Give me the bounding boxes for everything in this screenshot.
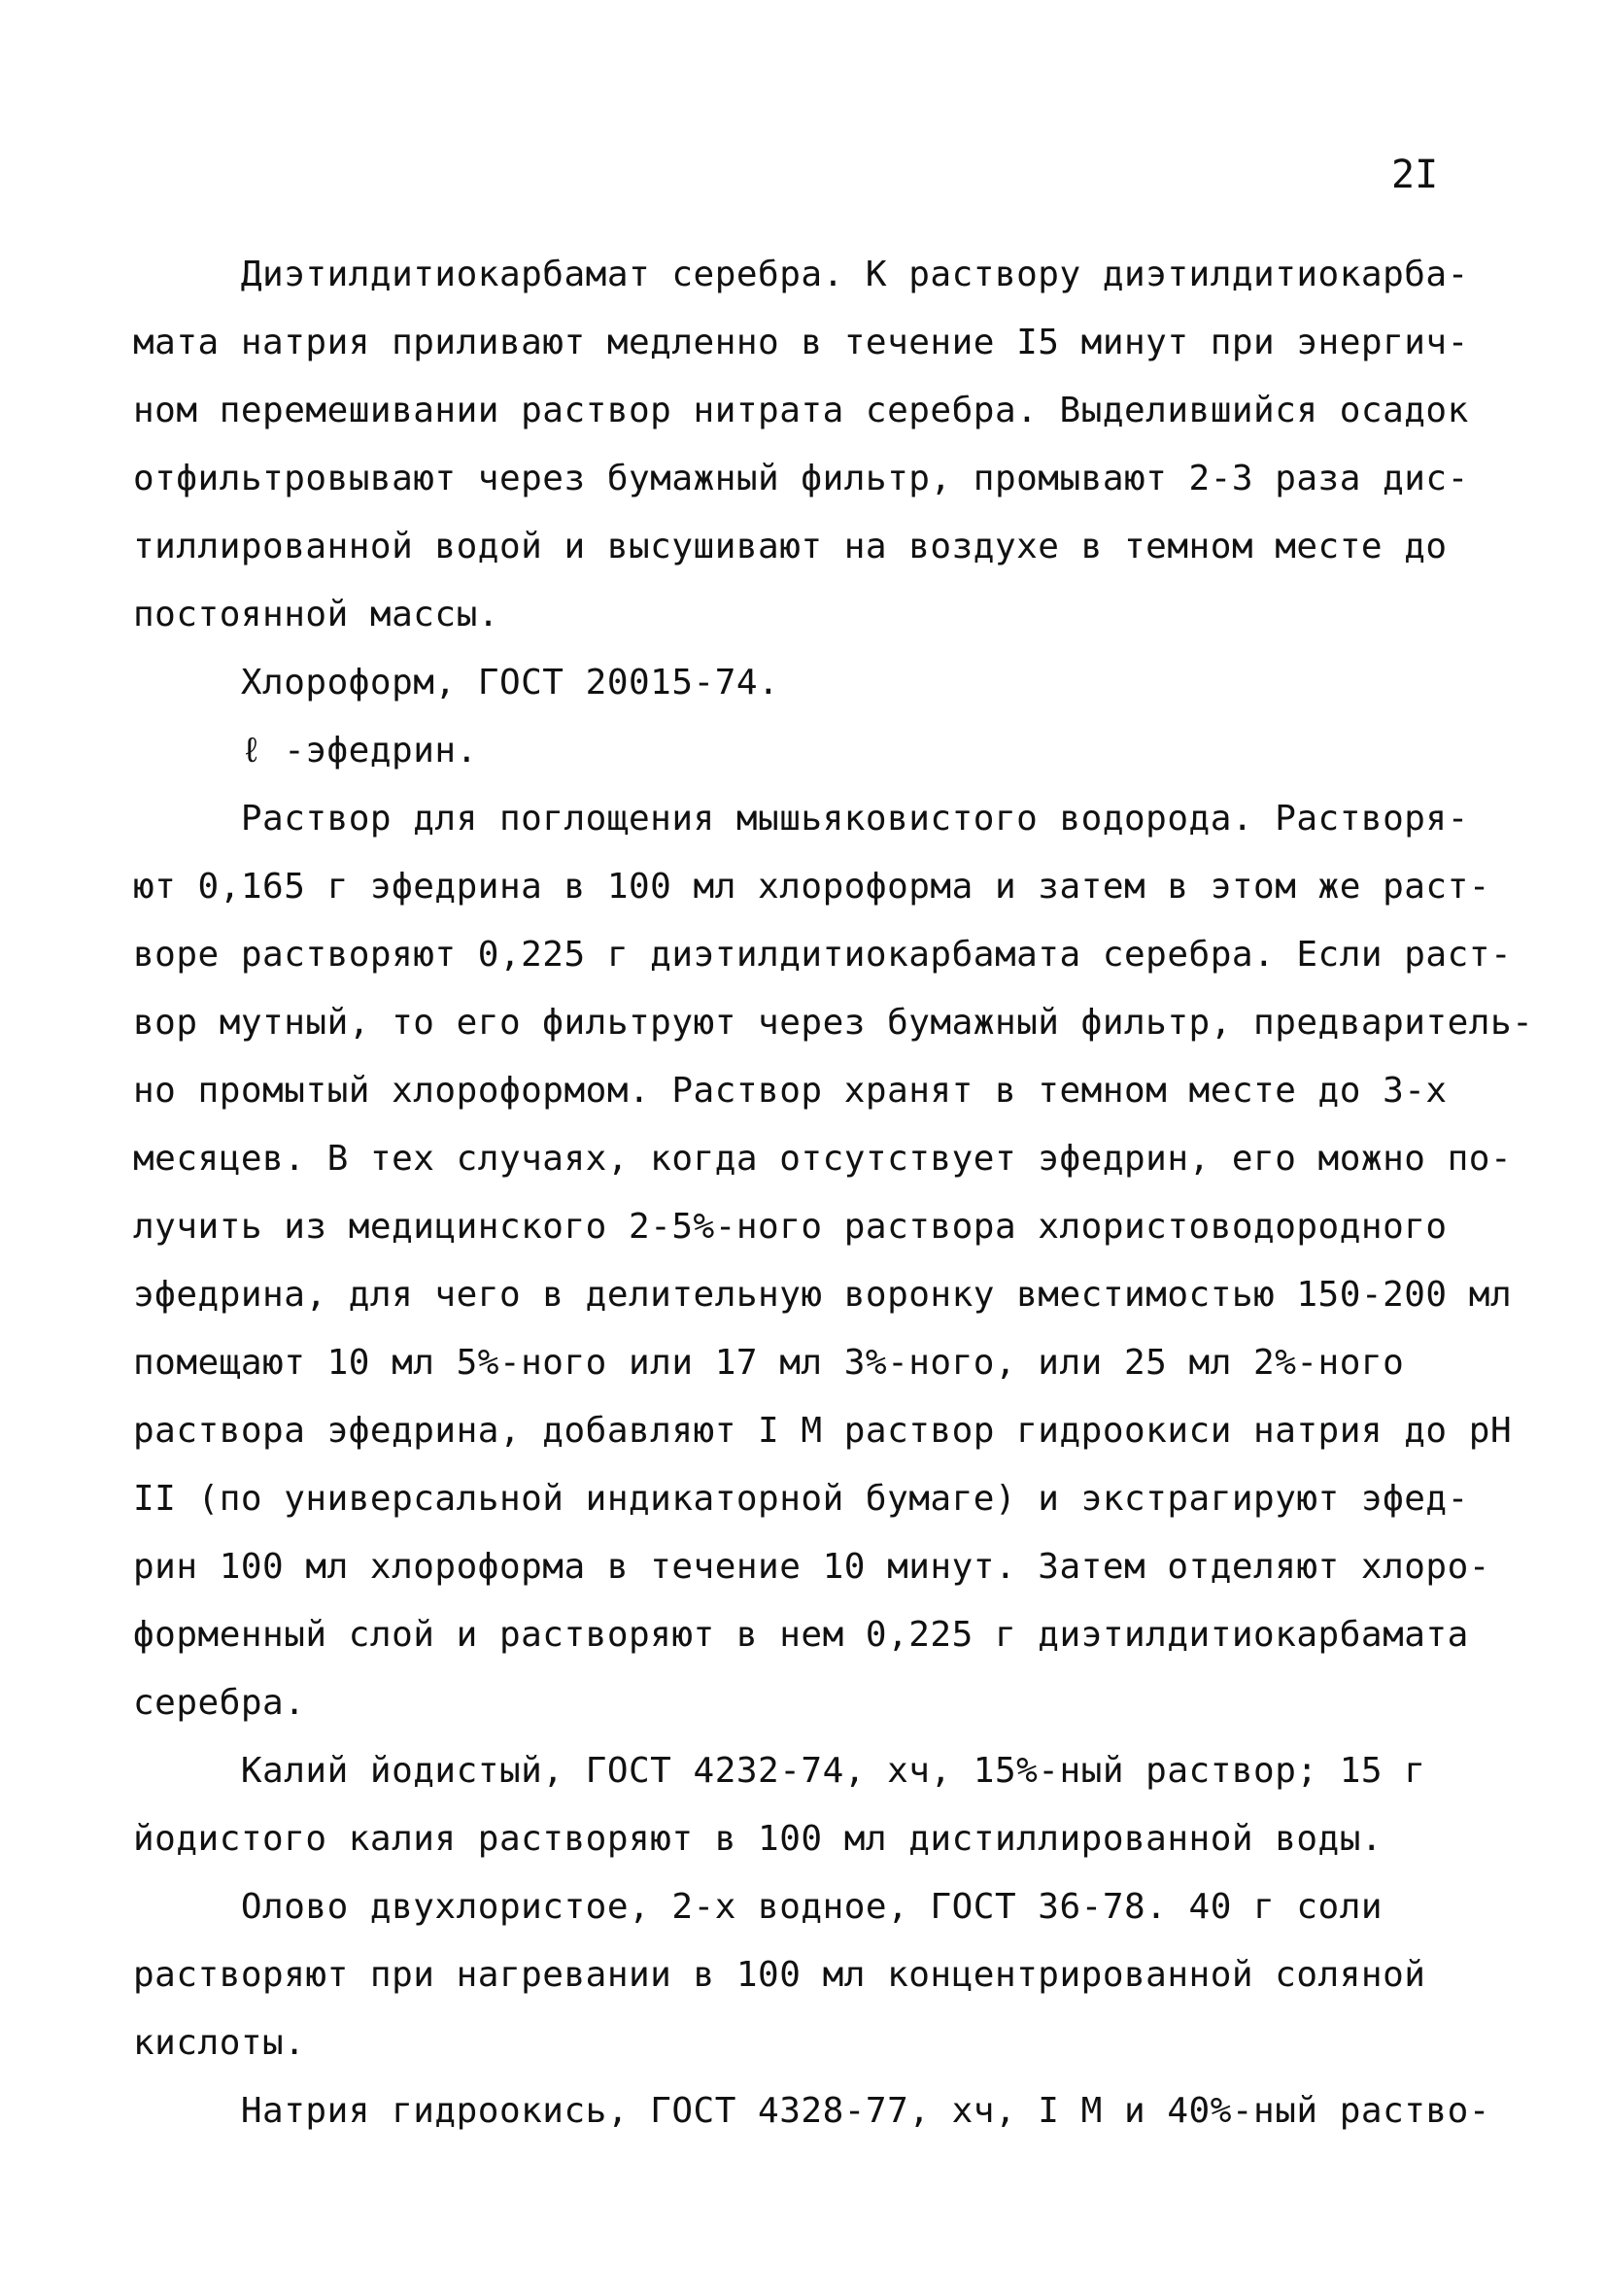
text-line: вор мутный, то его фильтруют через бумажный фильтр, предваритель- [133, 1003, 1534, 1043]
text-line: Калий йодистый, ГОСТ 4232-74, хч, 15%-ный раствор; 15 г [133, 1751, 1426, 1791]
text-line: Диэтилдитиокарбамат серебра. К раствору диэтилдитиокарба- [133, 255, 1469, 294]
text-line: постоянной массы. [133, 595, 499, 634]
body-text [133, 241, 1534, 2145]
text-line: ℓ -эфедрин. [133, 731, 478, 771]
text-line: йодистого калия растворяют в 100 мл дистиллированной воды. [133, 1819, 1384, 1859]
text-line: кислоты. [133, 2023, 306, 2063]
text-line: Хлороформ, ГОСТ 20015-74. [133, 663, 780, 703]
text-line: растворяют при нагревании в 100 мл концентрированной соляной [133, 1955, 1426, 1995]
text-line: отфильтровывают через бумажный фильтр, промывают 2-3 раза дис- [133, 459, 1469, 498]
text-line: ном перемешивании раствор нитрата серебра. Выделившийся осадок [133, 391, 1469, 430]
text-line: лучить из медицинского 2-5%-ного раствора хлористоводородного [133, 1207, 1448, 1247]
text-line: II (по универсальной индикаторной бумаге) и экстрагируют эфед- [133, 1479, 1469, 1519]
text-line: Натрия гидроокись, ГОСТ 4328-77, хч, I М и 40%-ный раство- [133, 2091, 1490, 2131]
text-line: помещают 10 мл 5%-ного или 17 мл 3%-ного, или 25 мл 2%-ного [133, 1343, 1405, 1383]
text-line: но промытый хлороформом. Раствор хранят в темном месте до 3-х [133, 1071, 1448, 1111]
text-line: форменный слой и растворяют в нем 0,225 г диэтилдитиокарбамата [133, 1615, 1469, 1655]
text-line: рин 100 мл хлороформа в течение 10 минут. Затем отделяют хлоро- [133, 1547, 1490, 1587]
text-line: раствора эфедрина, добавляют I М раствор гидроокиси натрия до pH [133, 1411, 1513, 1451]
text-line: ют 0,165 г эфедрина в 100 мл хлороформа и затем в этом же раст- [133, 867, 1490, 907]
text-line: эфедрина, для чего в делительную воронку вместимостью 150-200 мл [133, 1275, 1513, 1315]
page-number: 2I [1391, 153, 1439, 197]
text-line: мата натрия приливают медленно в течение I5 минут при энергич- [133, 323, 1469, 362]
text-line: тиллированной водой и высушивают на воздухе в темном месте до [133, 527, 1448, 566]
text-line: месяцев. В тех случаях, когда отсутствует эфедрин, его можно по- [133, 1139, 1513, 1179]
text-line: серебра. [133, 1683, 306, 1723]
text-line: Олово двухлористое, 2-х водное, ГОСТ 36-78. 40 г соли [133, 1887, 1384, 1927]
text-line: воре растворяют 0,225 г диэтилдитиокарбамата серебра. Если раст- [133, 935, 1513, 975]
text-line: Раствор для поглощения мышьяковистого водорода. Растворя- [133, 799, 1469, 839]
